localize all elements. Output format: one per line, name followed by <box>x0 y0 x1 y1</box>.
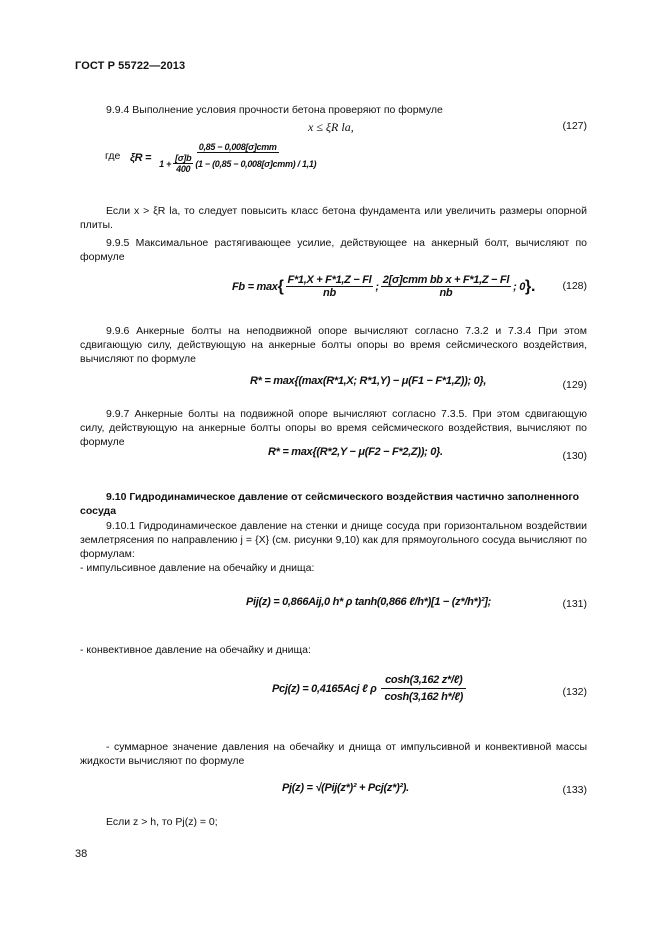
equation-131 <box>80 592 587 628</box>
equation-128 <box>80 272 587 308</box>
eq128-frac2-num: 2[σ]cmm bb x + F*1,Z − Fl <box>382 274 510 286</box>
eq128-frac2-den: nb <box>439 287 453 299</box>
formula-132 <box>272 672 469 705</box>
separator: ; <box>375 280 379 293</box>
formula-133: Pj(z) = √(Pij(z*)² + Pcj(z*)²). <box>282 782 409 794</box>
paragraph-9-9-4: 9.9.4 Выполнение условия прочности бетона проверяют по формуле <box>106 104 443 116</box>
equation-132 <box>80 668 587 728</box>
formula-130: R* = max{(R*2,Y − μ(F2 − F*2,Z)); 0}. <box>268 446 443 458</box>
eq132-num: cosh(3,162 z*/ℓ) <box>381 672 466 689</box>
equation-129 <box>80 375 587 405</box>
xi-denominator <box>157 153 318 174</box>
paragraph-9-9-7: 9.9.7 Анкерные болты на подвижной опоре вычисляют согласно 7.3.5. При этом сдвигающую силу, действующую на анкерные болты опоры во время сейсмического воздействия, вычисляют по формуле <box>80 408 587 448</box>
paragraph-9-9-6: 9.9.6 Анкерные болты на неподвижной опоре вычисляют согласно 7.3.2 и 7.3.4 При этом сдвигающую силу, действующую на анкерные болты опоры во время сейсмического воздействия, вычисляют по формуле <box>80 325 587 365</box>
equation-number-131: (131) <box>562 598 587 610</box>
paragraph-last: Если z > h, то Pj(z) = 0; <box>106 816 218 828</box>
eq128-frac1-num: F*1,X + F*1,Z − Fl <box>287 274 372 286</box>
xi-den-frac-num: [σ]b <box>175 153 192 163</box>
eq132-fraction <box>381 672 468 705</box>
paragraph-9-10-1: 9.10.1 Гидродинамическое давление на стенки и днище сосуда при горизонтальном воздействии землетрясения по направлению j = {X} (см. рисунки 9,10) как для прямоугольного сосуда вычисляют по формулам: <box>80 520 587 560</box>
document-header: ГОСТ Р 55722—2013 <box>75 60 186 72</box>
equation-number-133: (133) <box>562 784 587 796</box>
eq128-frac1 <box>286 274 374 299</box>
xi-den-fraction <box>173 153 193 174</box>
equation-number-127: (127) <box>562 120 587 132</box>
xi-fraction <box>157 142 318 174</box>
xi-lhs: ξR = <box>130 152 152 164</box>
brace-close: }. <box>525 277 536 295</box>
xi-den-frac-den: 400 <box>176 164 191 174</box>
eq128-tail: ; 0 <box>513 280 526 293</box>
eq132-den: cosh(3,162 h*/ℓ) <box>384 691 464 703</box>
eq128-frac1-den: nb <box>323 287 336 299</box>
eq128-frac2 <box>381 274 511 299</box>
eq128-lhs: Fb = max <box>232 280 278 293</box>
paragraph-impulse: - импульсивное давление на обечайку и днища: <box>80 562 315 574</box>
equation-number-130: (130) <box>562 450 587 462</box>
paragraph-if-x: Если x > ξR la, то следует повысить класс бетона фундамента или увеличить размеры опорной плиты. <box>80 205 587 231</box>
paragraph-9-9-5: 9.9.5 Максимальное растягивающее усилие, действующее на анкерный болт, вычисляют по формуле <box>80 237 587 263</box>
formula-128 <box>232 274 535 299</box>
brace-open: { <box>277 277 284 295</box>
formula-131: Pij(z) = 0,866Aij,0 h* ρ tanh(0,866 ℓ/h*)[1 − (z*/h*)²]; <box>246 596 491 608</box>
paragraph-convective: - конвективное давление на обечайку и днища: <box>80 644 311 656</box>
equation-133 <box>80 778 587 808</box>
xi-den-post: (1 − (0,85 − 0,008[σ]cmm) / 1,1) <box>195 158 317 169</box>
equation-number-132: (132) <box>562 686 587 698</box>
equation-130 <box>80 446 587 476</box>
xi-numerator: 0,85 − 0,008[σ]cmm <box>198 142 277 152</box>
formula-127: x ≤ ξR la, <box>308 120 354 134</box>
section-heading-9-10: 9.10 Гидродинамическое давление от сейсмического воздействия частично заполненного сосуда <box>80 491 580 517</box>
eq132-lhs: Pcj(z) = 0,4165Acj ℓ ρ <box>272 682 377 695</box>
paragraph-sum: - суммарное значение давления на обечайку и днища от импульсивной и конвективной массы жидкости вычисляют по формуле <box>80 741 587 767</box>
xi-den-pre: 1 + <box>159 158 172 169</box>
formula-129: R* = max{(max(R*1,X; R*1,Y) − μ(F1 − F*1,Z)); 0}, <box>250 375 487 387</box>
xi-definition <box>130 142 320 174</box>
where-label: где <box>105 150 121 162</box>
page-number: 38 <box>75 848 88 860</box>
equation-number-128: (128) <box>562 280 587 292</box>
equation-number-129: (129) <box>562 379 587 391</box>
